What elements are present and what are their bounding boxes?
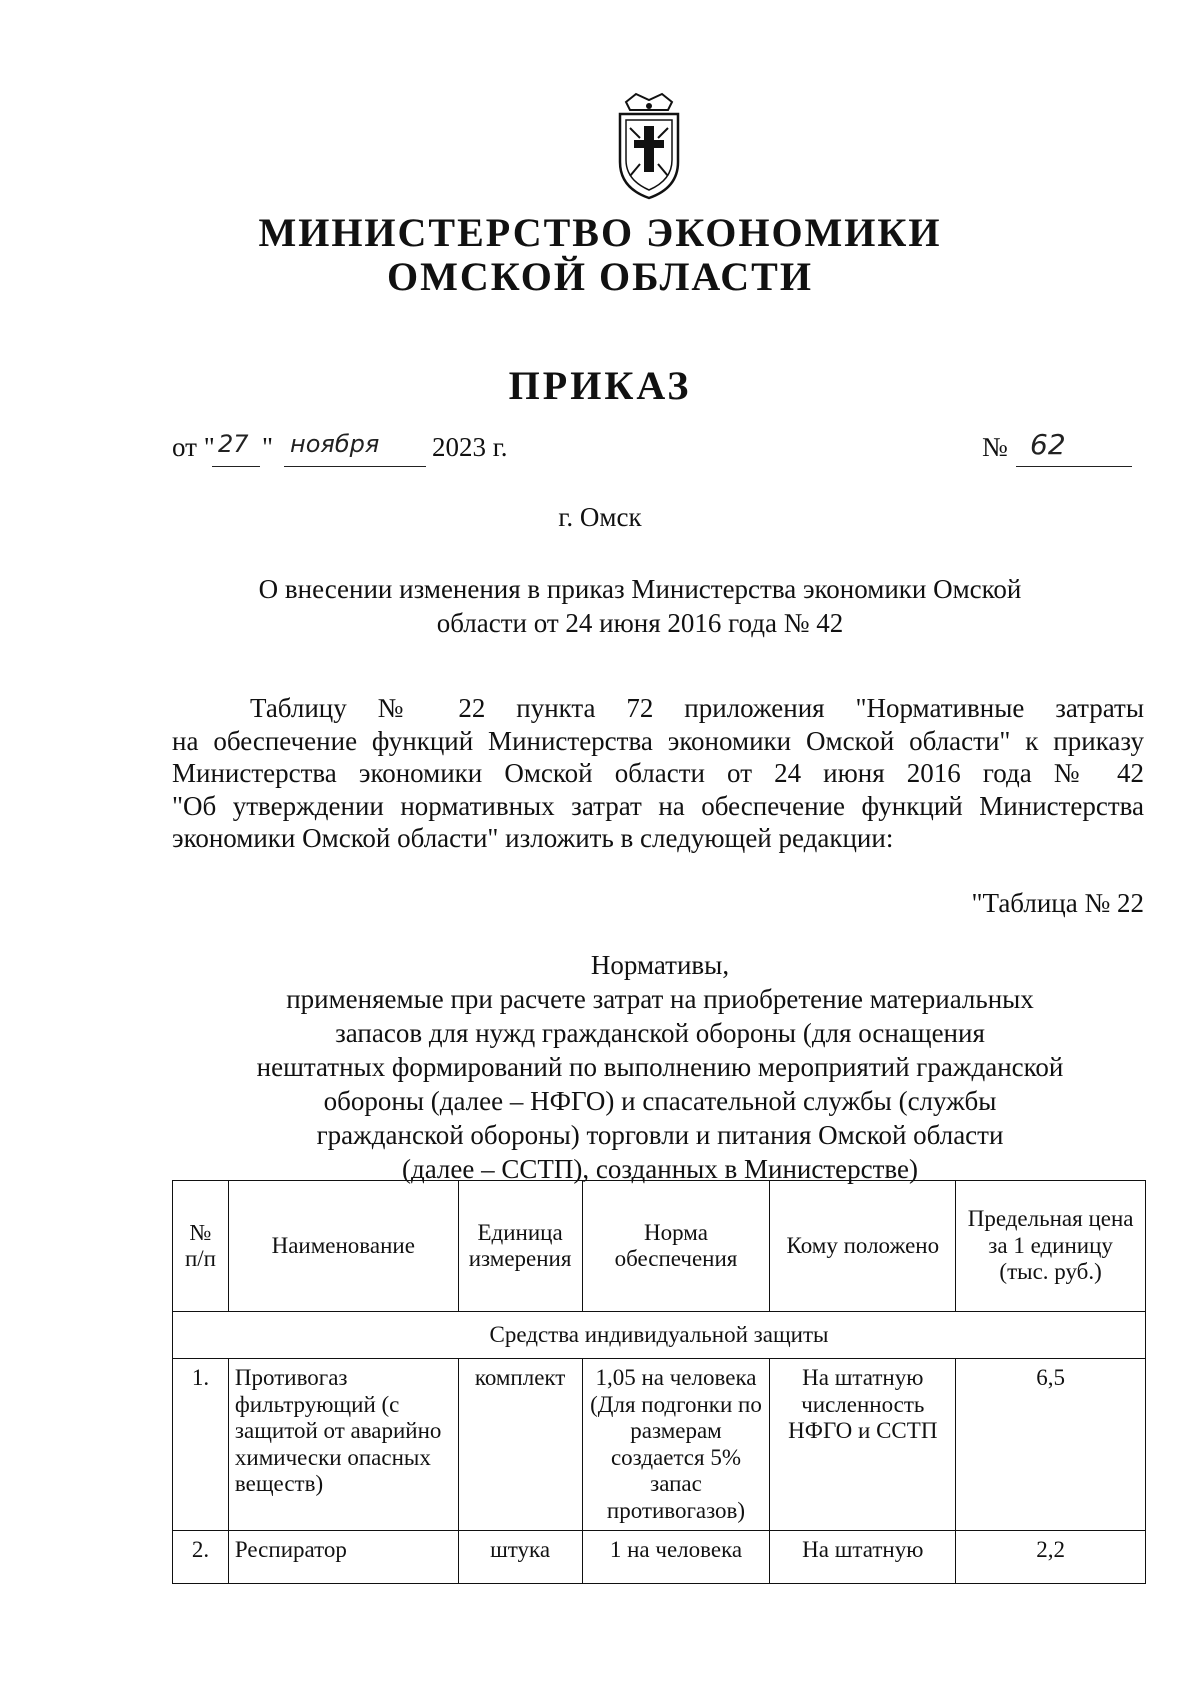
norms-title-line: гражданской обороны) торговли и питания Омской области [316, 1120, 1004, 1150]
date-quote: " [262, 432, 274, 462]
order-subject [240, 572, 1040, 640]
paragraph-line: Таблицу № 22 пункта 72 приложения "Нормативные затраты [250, 693, 1144, 723]
row-whom: На штатную численность НФГО и ССТП [770, 1359, 956, 1531]
header-cell-norm: Норма обеспечения [582, 1181, 770, 1312]
norms-title [160, 948, 1160, 1186]
norms-title-line: Нормативы, [590, 950, 730, 980]
header-cell-price: Предельная цена за 1 единицу (тыс. руб.) [956, 1181, 1146, 1312]
doc-type-title: ПРИКАЗ [508, 363, 692, 408]
ministry-title-line2: ОМСКОЙ ОБЛАСТИ [387, 254, 813, 299]
date-prefix: от " [172, 432, 215, 462]
row-name: Респиратор [228, 1531, 458, 1584]
paragraph-line: экономики Омской области" изложить в следующей редакции: [172, 823, 894, 853]
coat-of-arms-icon [606, 92, 692, 200]
norms-title-line: запасов для нужд гражданской обороны (для оснащения [335, 1018, 985, 1048]
paragraph-line: "Об утверждении нормативных затрат на обеспечение функций Министерства [172, 790, 1144, 821]
date-day-handwritten: 27 [218, 430, 249, 458]
paragraph-line: на обеспечение функций Министерства экономики Омской области" к приказу [172, 725, 1144, 756]
date-year: 2023 г. [432, 432, 508, 462]
table-section-row [173, 1312, 1146, 1359]
norms-title-line: нештатных формирований по выполнению мероприятий гражданской [256, 1052, 1064, 1082]
date-month-handwritten: ноября [290, 430, 380, 458]
row-unit: комплект [458, 1359, 582, 1531]
row-name: Противогаз фильтрующий (с защитой от аварийно химически опасных веществ) [228, 1359, 458, 1531]
norms-table [172, 1180, 1146, 1584]
row-norm: 1,05 на человека (Для подгонки по размерам создается 5% запас противогазов) [582, 1359, 770, 1531]
table-reference: "Таблица № 22 [971, 888, 1144, 918]
row-whom: На штатную [770, 1531, 956, 1584]
row-num: 1. [173, 1359, 229, 1531]
row-price: 6,5 [956, 1359, 1146, 1531]
subject-line: О внесении изменения в приказ Министерства экономики Омской [258, 574, 1022, 604]
body-paragraph [172, 692, 1144, 855]
table-header-row [173, 1181, 1146, 1312]
table-row [173, 1531, 1146, 1584]
row-num: 2. [173, 1531, 229, 1584]
ministry-title-line1: МИНИСТЕРСТВО ЭКОНОМИКИ [258, 210, 942, 255]
row-price: 2,2 [956, 1531, 1146, 1584]
norms-title-line: обороны (далее – НФГО) и спасательной службы (службы [323, 1086, 997, 1116]
row-unit: штука [458, 1531, 582, 1584]
header-cell-unit: Единица измерения [458, 1181, 582, 1312]
city: г. Омск [558, 502, 642, 532]
header-cell-whom: Кому положено [770, 1181, 956, 1312]
norms-title-line: применяемые при расчете затрат на приобретение материальных [286, 984, 1034, 1014]
paragraph-line: Министерства экономики Омской области от 24 июня 2016 года № 42 [172, 758, 1144, 788]
section-title: Средства индивидуальной защиты [173, 1312, 1146, 1359]
row-norm: 1 на человека [582, 1531, 770, 1584]
header-cell-num: № п/п [173, 1181, 229, 1312]
norms-title-line: (далее – ССТП), созданных в Министерстве) [401, 1154, 919, 1184]
subject-line: области от 24 июня 2016 года № 42 [436, 608, 844, 638]
number-label: № [982, 432, 1008, 462]
order-number-handwritten: 62 [1030, 428, 1066, 461]
table-row [173, 1359, 1146, 1531]
header-cell-name: Наименование [228, 1181, 458, 1312]
